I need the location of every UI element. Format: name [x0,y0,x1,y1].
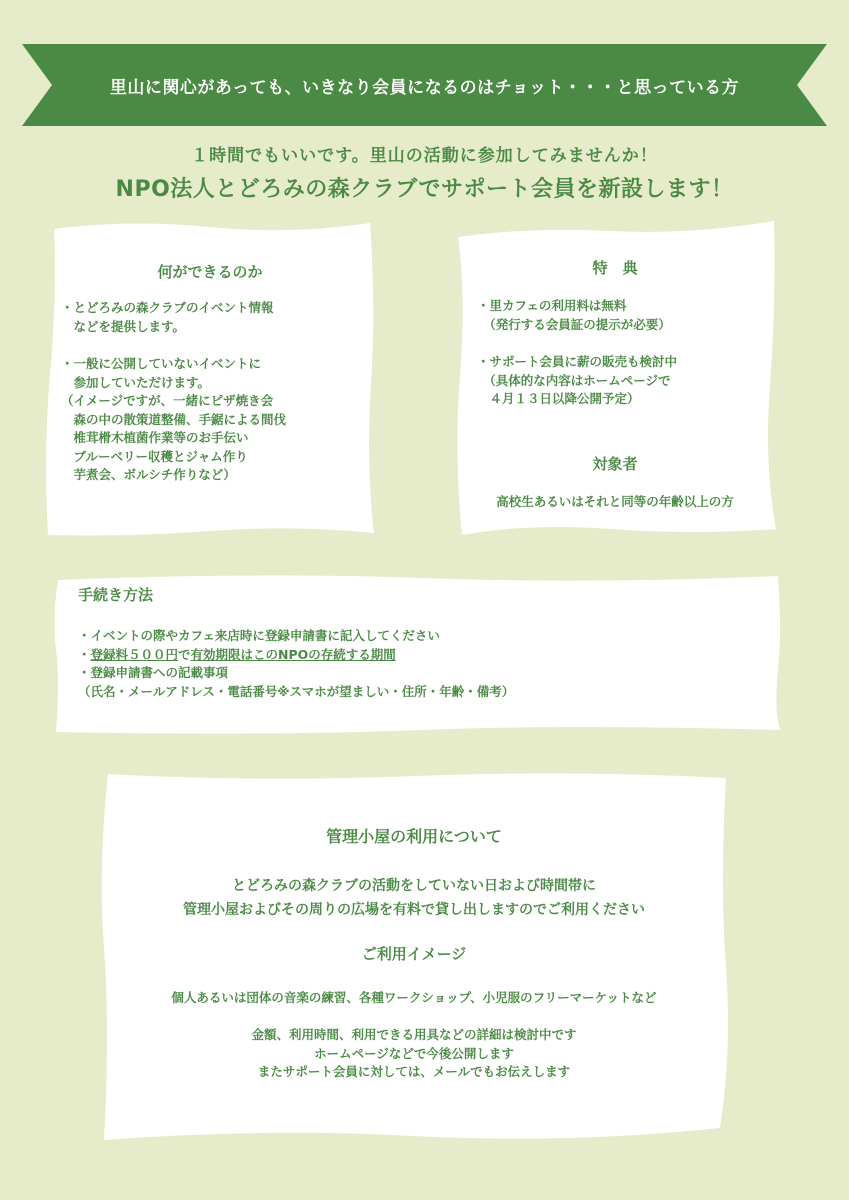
can-do-item2-line2: 参加していただけます。 [61,374,211,390]
benefits-item2-line2: （具体的な内容はホームページで [477,372,671,388]
procedure-item3-line1: ・登録申請書への記載事項 [78,665,229,680]
procedure-item3-line2: （氏名・メールアドレス・電話番号※スマホが望ましい・住所・年齢・備考） [78,683,515,699]
benefits-heading: 特 典 [592,259,638,277]
card-hut-usage [96,768,732,1146]
can-do-item2-line5: 椎茸榾木植菌作業等のお手伝い [61,430,249,445]
hut-note-line1: 金額、利用時間、利用できる用具などの詳細は検討中です [251,1027,577,1042]
intro-invitation: １時間でもいいです。里山の活動に参加してみませんか！ [191,146,658,166]
hut-image-text: 個人あるいは団体の音楽の練習、各種ワークショップ、小児服のフリーマーケットなど [171,990,657,1005]
banner-text: 里山に関心があっても、いきなり会員になるのはチョット・・・と思っている方 [109,77,740,98]
can-do-item2-line4: 森の中の散策道整備、手鋸による間伐 [61,411,287,427]
can-do-item2-line6: ブルーベリー収穫とジャム作り [61,448,248,464]
procedure-item2-bullet: ・ [78,646,91,662]
intro-headline: NPO法人とどろみの森クラブでサポート会員を新設します！ [115,177,734,202]
procedure-item2-mid: で [178,646,191,662]
can-do-item2-line3: （イメージですが、一緒にピザ焼き会 [61,393,274,408]
target-heading: 対象者 [592,455,638,473]
procedure-item1: ・イベントの際やカフェ来店時に登録申請書に記入してください [78,628,440,643]
hut-heading: 管理小屋の利用について [326,827,502,846]
hut-note-line3: またサポート会員に対しては、メールでもお伝えします [257,1064,571,1079]
hut-desc-line2: 管理小屋およびその周りの広場を有料で貸し出しますのでご利用ください [183,902,645,918]
procedure-item2 [78,646,514,665]
card-what-you-can-do [40,215,380,540]
can-do-item1-line2: などを提供します。 [61,318,186,334]
can-do-item1-line1: ・とどろみの森クラブのイベント情報 [61,300,274,315]
can-do-heading: 何ができるのか [157,263,263,281]
header-banner [22,44,827,126]
hut-image-heading: ご利用イメージ [361,945,467,963]
procedure-heading: 手続き方法 [78,586,154,604]
hut-desc-line1: とどろみの森クラブの活動をしていない日および時間帯に [232,878,596,894]
card-benefits [450,215,780,540]
hut-note-line2: ホームページなどで今後公開します [314,1045,514,1061]
procedure-validity: 有効期限はこのNPOの存続する期間 [190,646,396,662]
card-procedure [52,570,784,736]
can-do-item2-line1: ・一般に公開していないイベントに [61,356,262,371]
benefits-item2-line1: ・サポート会員に薪の販売も検討中 [477,354,678,369]
can-do-item2-line7: 芋煮会、ボルシチ作りなど） [61,467,236,482]
benefits-item1-line2: （発行する会員証の提示が必要） [477,316,671,332]
procedure-fee: 登録料５００円 [90,646,179,662]
benefits-item1-line1: ・里カフェの利用料は無料 [477,298,627,313]
target-text: 高校生あるいはそれと同等の年齢以上の方 [496,494,734,509]
benefits-item2-line3: ４月１３日以降公開予定） [477,391,640,406]
